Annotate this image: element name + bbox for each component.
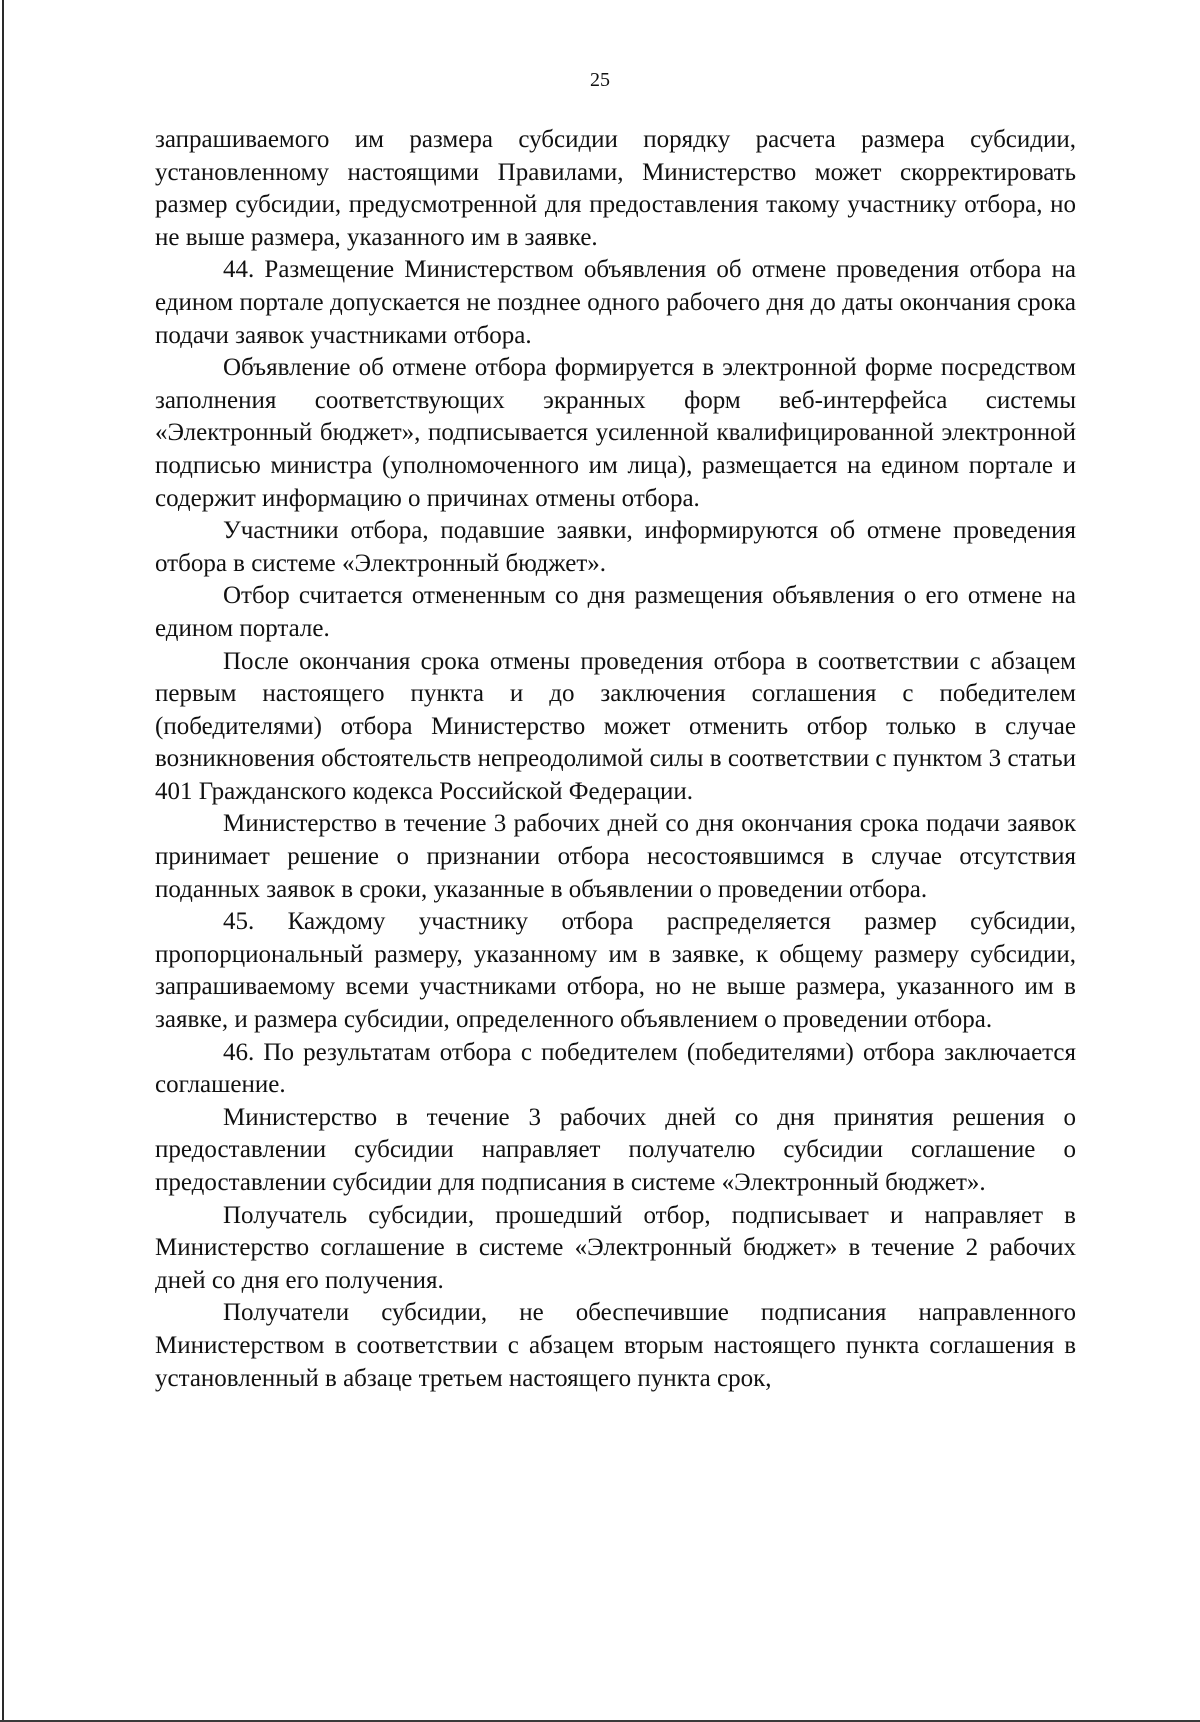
paragraph: Министерство в течение 3 рабочих дней со дня принятия решения о предоставлении субсидии направляет получателю субсидии соглашение о предоставлении субсидии для подписания в системе «Электронный бюджет». xyxy=(155,1103,1076,1196)
scan-edge-left xyxy=(2,0,4,1722)
paragraph: Объявление об отмене отбора формируется в электронной форме посредством заполнения соответствующих экранных форм веб-интерфейса системы «Электронный бюджет», подписывается усиленной квалифицированной электронной подписью министра (уполномоченного им лица), размещается на едином портале и содержит информацию о причинах отмены отбора. xyxy=(155,354,1076,512)
paragraph: Отбор считается отмененным со дня размещения объявления о его отмене на едином портале. xyxy=(155,582,1076,642)
paragraph: Участники отбора, подавшие заявки, информируются об отмене проведения отбора в системе «Электронный бюджет». xyxy=(155,517,1076,577)
paragraph-item-45: 45. Каждому участнику отбора распределяется размер субсидии, пропорциональный размеру, указанному им в заявке, к общему размеру субсидии, запрашиваемому всеми участниками отбора, но не выше размера, указанного им в заявке, и размера субсидии, определенного объявлением о проведении отбора. xyxy=(155,908,1076,1034)
document-body xyxy=(155,124,1076,1395)
paragraph-item-46: 46. По результатам отбора с победителем (победителями) отбора заключается соглашение. xyxy=(155,1038,1076,1099)
page-number: 25 xyxy=(590,69,610,91)
paragraph: После окончания срока отмены проведения отбора в соответствии с абзацем первым настоящего пункта и до заключения соглашения с победителем (победителями) отбора Министерство может отменить отбор только в случае возникновения обстоятельств непреодолимой силы в соответствии с пунктом 3 статьи 401 Гражданского кодекса Российской Федерации. xyxy=(155,647,1076,805)
paragraph: Министерство в течение 3 рабочих дней со дня окончания срока подачи заявок принимает решение о признании отбора несостоявшимся в случае отсутствия поданных заявок в сроки, указанные в объявлении о проведении отбора. xyxy=(155,810,1076,903)
paragraph: Получатели субсидии, не обеспечившие подписания направленного Министерством в соответствии с абзацем вторым настоящего пункта соглашения в установленный в абзаце третьем настоящего пункта срок, xyxy=(155,1299,1076,1392)
paragraph: Получатель субсидии, прошедший отбор, подписывает и направляет в Министерство соглашение в системе «Электронный бюджет» в течение 2 рабочих дней со дня его получения. xyxy=(155,1201,1076,1294)
paragraph-continuation: запрашиваемого им размера субсидии порядку расчета размера субсидии, установленному настоящими Правилами, Министерство может скорректировать размер субсидии, предусмотренной для предоставления такому участнику отбора, но не выше размера, указанного им в заявке. xyxy=(155,126,1076,251)
paragraph-item-44: 44. Размещение Министерством объявления об отмене проведения отбора на едином портале допускается не позднее одного рабочего дня до даты окончания срока подачи заявок участниками отбора. xyxy=(155,256,1076,349)
